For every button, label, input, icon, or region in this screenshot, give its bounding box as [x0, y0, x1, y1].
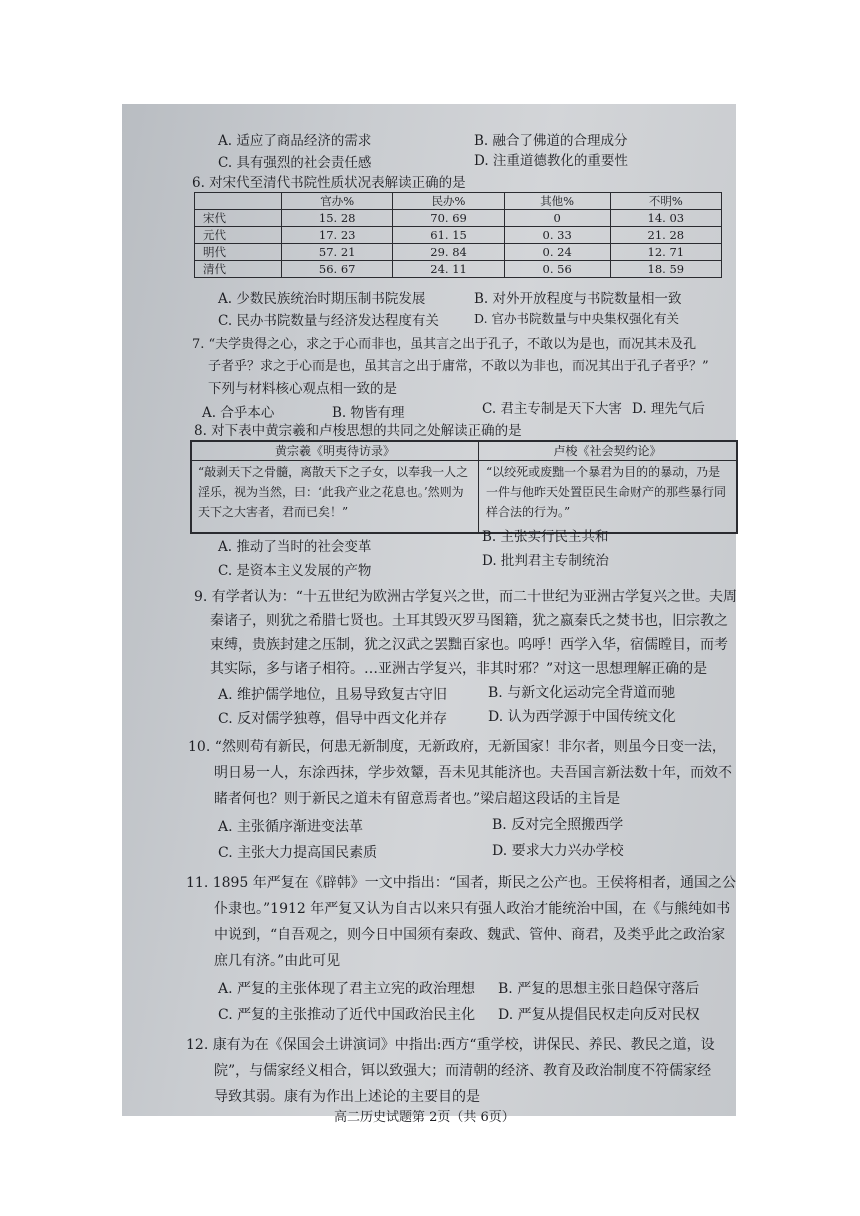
page-footer: 高二历史试题第 2页（共 6页） — [334, 1110, 515, 1125]
q7-option-c: C. 君主专制是天下大害 — [482, 401, 622, 417]
q8-option-b: B. 主张实行民主共和 — [482, 529, 609, 545]
table-cell: 0 — [504, 210, 610, 227]
q6-table — [194, 192, 722, 278]
table-cell: 57. 21 — [282, 244, 393, 261]
table-header-cell: 其他% — [504, 193, 610, 210]
table-cell: 0. 33 — [504, 227, 610, 244]
q8-left-header: 黄宗羲《明夷待访录》 — [192, 442, 478, 461]
q11-line-2: 仆隶也。”1912 年严复又认为自古以来只有强人政治才能统治中国，在《与熊纯如书 — [214, 901, 731, 917]
q7-option-d: D. 理先气后 — [632, 401, 705, 417]
q11-line-1: 11. 1895 年严复在《辟韩》一文中指出：“国者，斯民之公产也。王侯将相者，通国之公 — [186, 875, 736, 891]
q6-option-c: C. 民办书院数量与经济发达程度有关 — [218, 313, 439, 329]
table-cell: 56. 67 — [282, 261, 393, 278]
q7-line-2: 子者乎？求之于心而是也，虽其言之出于庸常，不敢以为非也，而况其出于孔子者乎？” — [208, 359, 709, 374]
q9-option-b: B. 与新文化运动完全背道而驰 — [488, 685, 676, 701]
q6-option-d: D. 官办书院数量与中央集权强化有关 — [474, 311, 680, 326]
table-row — [195, 227, 722, 244]
exam-page — [122, 104, 737, 1125]
q10-option-a: A. 主张循序渐进变法革 — [218, 819, 364, 835]
q7-line-3: 下列与材料核心观点相一致的是 — [208, 381, 397, 397]
table-cell: 17. 23 — [282, 227, 393, 244]
q11-line-4: 庶几有济。”由此可见 — [214, 953, 341, 969]
table-header-cell: 官办% — [282, 193, 393, 210]
q8-stem: 8. 对下表中黄宗羲和卢梭思想的共同之处解读正确的是 — [194, 423, 522, 439]
q9-line-4: 其实际，多与诸子相符。…亚洲古学复兴，非其时邪？”对这一思想理解正确的是 — [210, 661, 708, 677]
table-cell: 15. 28 — [282, 210, 393, 227]
q12-line-2: 院”，与儒家经义相合，铒以致强大；而清朝的经济、教育及政治制度不符儒家经 — [214, 1063, 712, 1079]
q12-line-1: 12. 康有为在《保国会土讲演词》中指出:西方“重学校，讲保民、养民、教民之道，设 — [186, 1037, 715, 1053]
q8-right-quote: “以绞死或废黜一个暴君为目的的暴动，乃是一件与他昨天处置臣民生命财产的那些暴行同样合法的行为。” — [486, 465, 727, 519]
q6-option-b: B. 对外开放程度与书院数量相一致 — [474, 291, 682, 307]
q10-option-b: B. 反对完全照搬西学 — [492, 817, 624, 833]
q9-option-d: D. 认为西学源于中国传统文化 — [488, 709, 676, 725]
q9-line-3: 束缚，贵族封建之压制，犹之汉武之罢黜百家也。呜呼！西学入华，宿儒瞠目，而考 — [210, 637, 728, 653]
table-cell: 14. 03 — [610, 210, 721, 227]
q5-option-b: B. 融合了佛道的合理成分 — [474, 133, 628, 149]
q6-stem: 6. 对宋代至清代书院性质状况表解读正确的是 — [192, 175, 466, 191]
q8-option-d: D. 批判君主专制统治 — [482, 553, 609, 569]
q11-option-b: B. 严复的思想主张日趋保守落后 — [498, 981, 700, 997]
q12-line-3: 导致其弱。康有为作出上述论的主要目的是 — [214, 1089, 480, 1105]
table-cell: 元代 — [195, 227, 282, 244]
q11-option-c: C. 严复的主张推动了近代中国政治民主化 — [218, 1007, 476, 1023]
q7-option-a: A. 合乎本心 — [202, 405, 275, 421]
q9-option-c: C. 反对儒学独尊，倡导中西文化并存 — [218, 711, 448, 727]
table-header-row — [195, 193, 722, 210]
q10-option-c: C. 主张大力提高国民素质 — [218, 845, 378, 861]
q7-line-1: 7. “夫学贵得之心，求之于心而非也，虽其言之出于孔子，不敢以为是也，而况其未及孔 — [192, 337, 697, 352]
q8-option-a: A. 推动了当时的社会变革 — [218, 539, 372, 555]
q6-option-a: A. 少数民族统治时期压制书院发展 — [218, 291, 426, 307]
table-cell: 宋代 — [195, 210, 282, 227]
q8-comparison-table — [190, 440, 738, 534]
q10-option-d: D. 要求大力兴办学校 — [492, 843, 624, 859]
table-cell: 18. 59 — [610, 261, 721, 278]
table-cell: 29. 84 — [393, 244, 504, 261]
q8-option-c: C. 是资本主义发展的产物 — [218, 563, 372, 579]
q10-line-2: 明日易一人，东涂西抹，学步效颦，吾未见其能济也。夫吾国言新法数十年，而效不 — [214, 765, 732, 781]
table-row — [195, 261, 722, 278]
q8-divider — [478, 442, 479, 532]
q7-option-b: B. 物皆有理 — [332, 405, 405, 421]
table-cell: 61. 15 — [393, 227, 504, 244]
table-row — [195, 210, 722, 227]
q8-left-quote: “敲剥天下之骨髓，离散天下之子女，以奉我一人之淫乐，视为当然，曰：‘此我产业之花息也。’然则为天下之大害者，君而已矣！” — [198, 465, 469, 519]
q11-line-3: 中说到，“自吾观之，则今日中国须有秦政、魏武、管仲、商君，及类乎此之政治家 — [214, 927, 726, 943]
q5-option-c: C. 具有强烈的社会责任感 — [218, 155, 372, 171]
q5-option-d: D. 注重道德教化的重要性 — [474, 153, 628, 169]
table-cell: 21. 28 — [610, 227, 721, 244]
q5-option-a: A. 适应了商品经济的需求 — [218, 133, 372, 149]
q8-right-header: 卢梭《社会契约论》 — [479, 442, 736, 461]
table-cell: 0. 56 — [504, 261, 610, 278]
q11-option-d: D. 严复从提倡民权走向反对民权 — [498, 1007, 700, 1023]
table-cell: 0. 24 — [504, 244, 610, 261]
table-cell: 70. 69 — [393, 210, 504, 227]
q11-option-a: A. 严复的主张体现了君主立宪的政治理想 — [218, 981, 476, 997]
q9-line-1: 9. 有学者认为：“十五世纪为欧洲古学复兴之世，而二十世纪为亚洲古学复兴之世。夫周 — [194, 589, 737, 605]
q9-line-2: 秦诸子，则犹之希腊七贤也。土耳其毁灭罗马图籍，犹之嬴秦氏之焚书也，旧宗教之 — [210, 613, 728, 629]
table-cell: 24. 11 — [393, 261, 504, 278]
table-row — [195, 244, 722, 261]
table-header-cell: 不明% — [610, 193, 721, 210]
table-cell: 明代 — [195, 244, 282, 261]
q10-line-3: 睹者何也？则于新民之道未有留意焉者也。”梁启超这段话的主旨是 — [214, 791, 621, 807]
table-header-cell — [195, 193, 282, 210]
table-cell: 12. 71 — [610, 244, 721, 261]
q9-option-a: A. 维护儒学地位，且易导致复古守旧 — [218, 687, 448, 703]
table-cell: 清代 — [195, 261, 282, 278]
table-header-cell: 民办% — [393, 193, 504, 210]
q10-line-1: 10. “然则苟有新民，何患无新制度，无新政府，无新国家！非尔者，则虽今日变一法， — [188, 739, 726, 755]
